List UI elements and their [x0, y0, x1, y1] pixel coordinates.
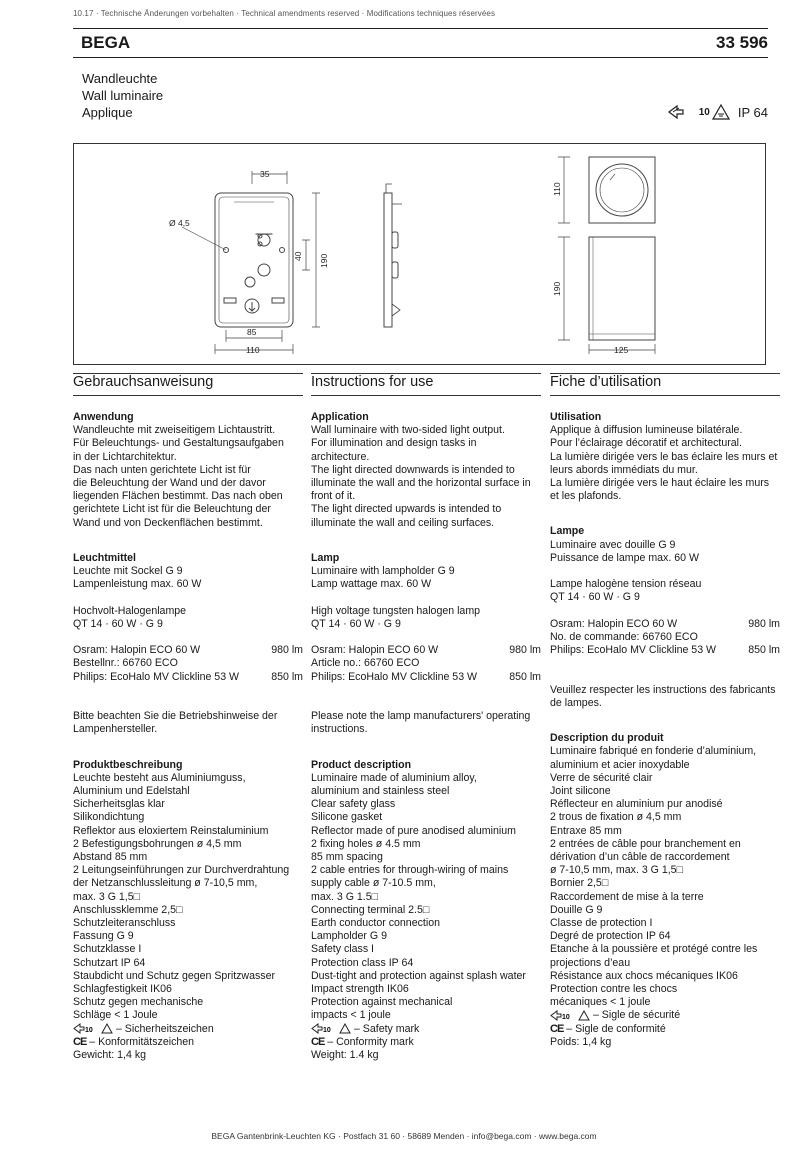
product-line: Bornier 2,5□ — [550, 877, 609, 890]
product-section — [550, 732, 780, 1049]
application-line: Pour l’éclairage décoratif et architectural. — [550, 437, 742, 450]
product-line: Leuchte besteht aus Aluminiumguss, — [73, 771, 246, 784]
product-line: Anschlussklemme 2,5□ — [73, 903, 183, 916]
impact-safety-icon — [73, 1023, 99, 1034]
application-line: Für Beleuchtungs- und Gestaltungsaufgaben — [73, 437, 284, 450]
philips-lamp: Philips: EcoHalo MV Clickline 53 W — [550, 644, 717, 657]
application-line: die Beleuchtung der Wand und der davor — [73, 477, 266, 490]
lamp-type-line: QT 14 · 60 W · G 9 — [73, 617, 163, 630]
product-line: Schutzart IP 64 — [73, 956, 146, 969]
ce-mark-icon: CE — [311, 1035, 325, 1048]
application-line: Wandleuchte mit zweiseitigem Lichtaustritt. — [73, 424, 276, 437]
order-number: No. de commande: 66760 ECO — [550, 631, 698, 644]
product-line: Earth conductor connection — [311, 917, 440, 930]
lamp-line: Puissance de lampe max. 60 W — [550, 551, 699, 564]
application-line: The light directed upwards is intended to — [311, 503, 502, 516]
osram-row — [311, 644, 541, 657]
safety-mark-impact-value: 10 — [323, 1027, 331, 1035]
column-english — [311, 373, 541, 1084]
product-line: Résistance aux chocs mécaniques IK06 — [550, 969, 738, 982]
product-line: Dust-tight and protection against splash water — [311, 969, 526, 982]
header-bar — [73, 28, 768, 58]
safety-mark — [73, 1023, 113, 1034]
impact-safety-icon — [550, 1010, 576, 1021]
product-line: 2 Leitungseinführungen zur Durchverdrahtung — [73, 864, 290, 877]
application-line: For illumination and design tasks in — [311, 437, 477, 450]
product-line: 2 cable entries for through-wiring of mains — [311, 864, 509, 877]
application-line: Wall luminaire with two-sided light output. — [311, 424, 505, 437]
osram-lamp: Osram: Halopin ECO 60 W — [73, 644, 201, 657]
column-title: Instructions for use — [311, 373, 541, 396]
product-section — [311, 759, 541, 1063]
product-line: Entraxe 85 mm — [550, 824, 622, 837]
lamp-type-line: QT 14 · 60 W · G 9 — [550, 591, 640, 604]
application-line: in der Lichtarchitektur. — [73, 450, 177, 463]
dim-190-front: 190 — [319, 253, 329, 268]
product-line: Staubdicht und Schutz gegen Spritzwasser — [73, 969, 275, 982]
product-line: Luminaire fabriqué en fonderie d’aluminium, — [550, 745, 757, 758]
lamp-note-line: Please note the lamp manufacturers' operating — [311, 710, 531, 723]
osram-row — [73, 644, 303, 657]
philips-row — [550, 644, 780, 657]
product-line: Clear safety glass — [311, 798, 396, 811]
drip-mark-icon — [101, 1023, 113, 1034]
technical-drawing — [73, 143, 766, 365]
conformity-mark-line — [73, 1036, 303, 1049]
impact-safety-mark — [667, 104, 730, 120]
brand-name: BEGA — [81, 33, 131, 52]
safety-mark — [550, 1010, 590, 1021]
drip-mark-icon — [578, 1010, 590, 1021]
product-names — [82, 70, 163, 121]
product-line: Lampholder G 9 — [311, 930, 387, 943]
product-line: Schutz gegen mechanische — [73, 996, 204, 1009]
lamp-line: Luminaire with lampholder G 9 — [311, 565, 455, 578]
safety-mark — [311, 1023, 351, 1034]
product-line: Raccordement de mise à la terre — [550, 890, 704, 903]
weight: Weight: 1.4 kg — [311, 1049, 379, 1062]
weight: Gewicht: 1,4 kg — [73, 1049, 147, 1062]
conformity-mark-text: – Sigle de conformité — [566, 1022, 666, 1035]
conformity-mark-text: – Konformitätszeichen — [89, 1035, 195, 1048]
safety-mark-text: – Sigle de sécurité — [592, 1009, 681, 1022]
application-line: Das nach unten gerichtete Licht ist für — [73, 463, 251, 476]
weight: Poids: 1,4 kg — [550, 1035, 612, 1048]
name-en: Wall luminaire — [82, 88, 164, 103]
lamp-section — [550, 525, 780, 710]
application-section — [73, 411, 303, 530]
impact-safety-icon — [311, 1023, 337, 1034]
lamp-type-line: Lampe halogène tension réseau — [550, 578, 702, 591]
product-line: mécaniques < 1 joule — [550, 996, 651, 1009]
osram-lamp: Osram: Halopin ECO 60 W — [550, 617, 678, 630]
product-line: ø 7-10,5 mm, max. 3 G 1,5□ — [550, 864, 683, 877]
product-line: Réflecteur en aluminium pur anodisé — [550, 798, 723, 811]
application-title: Application — [311, 411, 369, 423]
product-line: aluminium et acier inoxydable — [550, 758, 690, 771]
product-line: Etanche à la poussière et protégé contre les — [550, 943, 758, 956]
lamp-type-line: QT 14 · 60 W · G 9 — [311, 617, 401, 630]
safety-mark-text: – Safety mark — [353, 1022, 420, 1035]
application-section — [550, 411, 780, 503]
lamp-line: Lamp wattage max. 60 W — [311, 578, 432, 591]
application-line: liegenden Flächen bestimmt. Das nach oben — [73, 490, 283, 503]
osram-row — [550, 618, 780, 631]
product-title: Description du produit — [550, 732, 664, 745]
product-line: 2 entrées de câble pour branchement en — [550, 837, 741, 850]
product-line: Schläge < 1 Joule — [73, 1009, 158, 1022]
footer-address: BEGA Gantenbrink-Leuchten KG · Postfach 31 60 · 58689 Menden · info@bega.com · www.bega.com — [211, 1131, 597, 1141]
dim-125: 125 — [614, 345, 629, 355]
conformity-mark-text: – Conformity mark — [327, 1035, 414, 1048]
product-line: der Netzanschlussleitung ø 7-10,5 mm, — [73, 877, 258, 890]
product-line: max. 3 G 1,5□ — [73, 890, 141, 903]
lamp-title: Lampe — [550, 525, 585, 538]
philips-lamp: Philips: EcoHalo MV Clickline 53 W — [73, 670, 240, 683]
column-title: Gebrauchsanweisung — [73, 373, 303, 396]
lamp-note-line: Bitte beachten Sie die Betriebshinweise der — [73, 710, 278, 723]
product-line: projections d’eau — [550, 956, 631, 969]
safety-mark-line — [550, 1009, 780, 1022]
osram-lumen: 980 lm — [509, 644, 541, 657]
order-number: Article no.: 66760 ECO — [311, 657, 420, 670]
philips-lumen: 850 lm — [748, 644, 780, 657]
product-line: Reflektor aus eloxiertem Reinstaluminium — [73, 824, 269, 837]
philips-row — [311, 671, 541, 684]
application-line: Applique à diffusion lumineuse bilatérale. — [550, 424, 743, 437]
lamp-note-line: instructions. — [311, 723, 368, 736]
product-line: Protection class IP 64 — [311, 956, 414, 969]
dim-85: 85 — [247, 327, 257, 337]
product-line: dérivation d’un câble de raccordement — [550, 851, 730, 864]
order-number: Bestellnr.: 66760 ECO — [73, 657, 178, 670]
product-line: Safety class I — [311, 943, 374, 956]
product-line: aluminium and stainless steel — [311, 785, 450, 798]
product-line: Silikondichtung — [73, 811, 145, 824]
name-de: Wandleuchte — [82, 71, 158, 86]
product-line: 2 fixing holes ø 4.5 mm — [311, 837, 421, 850]
application-title: Utilisation — [550, 411, 602, 423]
product-line: Connecting terminal 2.5□ — [311, 903, 430, 916]
application-line: front of it. — [311, 490, 356, 503]
application-line: Wand und von Deckenflächen bestimmt. — [73, 516, 263, 529]
product-line: Degré de protection IP 64 — [550, 930, 671, 943]
product-section — [73, 759, 303, 1063]
lamp-line: Lampenleistung max. 60 W — [73, 578, 202, 591]
column-german — [73, 373, 303, 1084]
product-line: Protection contre les chocs — [550, 983, 678, 996]
osram-lumen: 980 lm — [748, 617, 780, 630]
application-line: illuminate the wall and ceiling surfaces. — [311, 516, 495, 529]
lamp-note-line: Veuillez respecter les instructions des fabricants — [550, 683, 776, 696]
philips-row — [73, 671, 303, 684]
lamp-type-line: Hochvolt-Halogenlampe — [73, 604, 187, 617]
product-line: Joint silicone — [550, 785, 611, 798]
product-line: Aluminium und Edelstahl — [73, 785, 190, 798]
lamp-type-line: High voltage tungsten halogen lamp — [311, 604, 481, 617]
column-french — [550, 373, 780, 1071]
safety-mark-line — [73, 1023, 303, 1036]
product-line: impacts < 1 joule — [311, 1009, 391, 1022]
product-line: 2 trous de fixation ø 4,5 mm — [550, 811, 682, 824]
product-line: 85 mm spacing — [311, 851, 383, 864]
philips-lumen: 850 lm — [271, 670, 303, 683]
application-line: architecture. — [311, 450, 370, 463]
ip-rating: IP 64 — [737, 104, 768, 120]
dim-110-side: 110 — [552, 182, 562, 196]
product-line: Reflector made of pure anodised aluminium — [311, 824, 516, 837]
product-line: Impact strength IK06 — [311, 983, 409, 996]
product-line: Classe de protection I — [550, 917, 653, 930]
conformity-mark-line — [550, 1023, 780, 1036]
amendments-note: 10.17 · Technische Änderungen vorbehalten · Technical amendments reserved · Modifications techniques réservées — [73, 9, 496, 18]
philips-lumen: 850 lm — [509, 670, 541, 683]
application-section — [311, 411, 541, 530]
lamp-section — [311, 552, 541, 737]
name-fr: Applique — [82, 105, 133, 120]
safety-mark-text: – Sicherheitszeichen — [115, 1022, 214, 1035]
application-line: La lumière dirigée vers le bas éclaire les murs et — [550, 450, 778, 463]
ce-mark-icon: CE — [73, 1035, 87, 1048]
osram-lamp: Osram: Halopin ECO 60 W — [311, 644, 439, 657]
lamp-note-line: de lampes. — [550, 697, 602, 709]
impact-hammer-icon — [667, 104, 697, 120]
application-line: La lumière dirigée vers le haut éclaire les murs — [550, 477, 770, 490]
product-line: Schutzklasse I — [73, 943, 142, 956]
safety-mark-line — [311, 1023, 541, 1036]
product-line: Silicone gasket — [311, 811, 383, 824]
product-title: Product description — [311, 758, 412, 771]
dim-110-front: 110 — [246, 345, 260, 355]
product-line: max. 3 G 1.5□ — [311, 890, 379, 903]
application-line: leurs abords immédiats du mur. — [550, 463, 698, 476]
fixing-hole-right — [280, 248, 285, 253]
application-line: The light directed downwards is intended to — [311, 463, 515, 476]
lamp-title: Lamp — [311, 551, 340, 564]
impact-value: 10 — [698, 106, 710, 118]
product-line: 2 Befestigungsbohrungen ø 4,5 mm — [73, 837, 242, 850]
product-line: Fassung G 9 — [73, 930, 134, 943]
product-line: Sicherheitsglas klar — [73, 798, 165, 811]
lamp-note-line: Lampenhersteller. — [73, 723, 158, 736]
product-line: Douille G 9 — [550, 903, 603, 916]
osram-lumen: 980 lm — [271, 644, 303, 657]
product-line: Protection against mechanical — [311, 996, 453, 1009]
product-line: supply cable ø 7-10.5 mm, — [311, 877, 436, 890]
drip-proof-icon — [712, 104, 730, 120]
safety-mark-impact-value: 10 — [85, 1027, 93, 1035]
application-line: illuminate the wall and the horizontal surface in — [311, 477, 531, 490]
dimension-drawing-svg — [74, 144, 767, 366]
lamp-section — [73, 552, 303, 737]
article-number: 33 596 — [716, 33, 768, 52]
application-line: et les plafonds. — [550, 490, 622, 503]
safety-mark-impact-value: 10 — [562, 1014, 570, 1022]
lamp-title: Leuchtmittel — [73, 551, 136, 564]
philips-lamp: Philips: EcoHalo MV Clickline 53 W — [311, 670, 478, 683]
application-title: Anwendung — [73, 411, 134, 423]
conformity-mark-line — [311, 1036, 541, 1049]
product-line: Schlagfestigkeit IK06 — [73, 983, 172, 996]
column-title: Fiche d’utilisation — [550, 373, 780, 396]
product-title: Produktbeschreibung — [73, 758, 183, 771]
lamp-line: Leuchte mit Sockel G 9 — [73, 565, 183, 578]
product-line: Verre de sécurité clair — [550, 771, 653, 784]
dim-190-side: 190 — [552, 281, 562, 296]
dim-hole-diameter: Ø 4,5 — [169, 218, 190, 228]
ce-mark-icon: CE — [550, 1022, 564, 1035]
product-line: Luminaire made of aluminium alloy, — [311, 771, 477, 784]
dim-40: 40 — [293, 251, 303, 261]
product-line: Schutzleiteranschluss — [73, 917, 176, 930]
drip-mark-icon — [339, 1023, 351, 1034]
application-line: gerichtete Licht ist für die Beleuchtung der — [73, 503, 271, 516]
lamp-line: Luminaire avec douille G 9 — [550, 538, 676, 551]
dim-35: 35 — [260, 169, 270, 179]
product-line: Abstand 85 mm — [73, 851, 148, 864]
ratings — [667, 104, 768, 120]
